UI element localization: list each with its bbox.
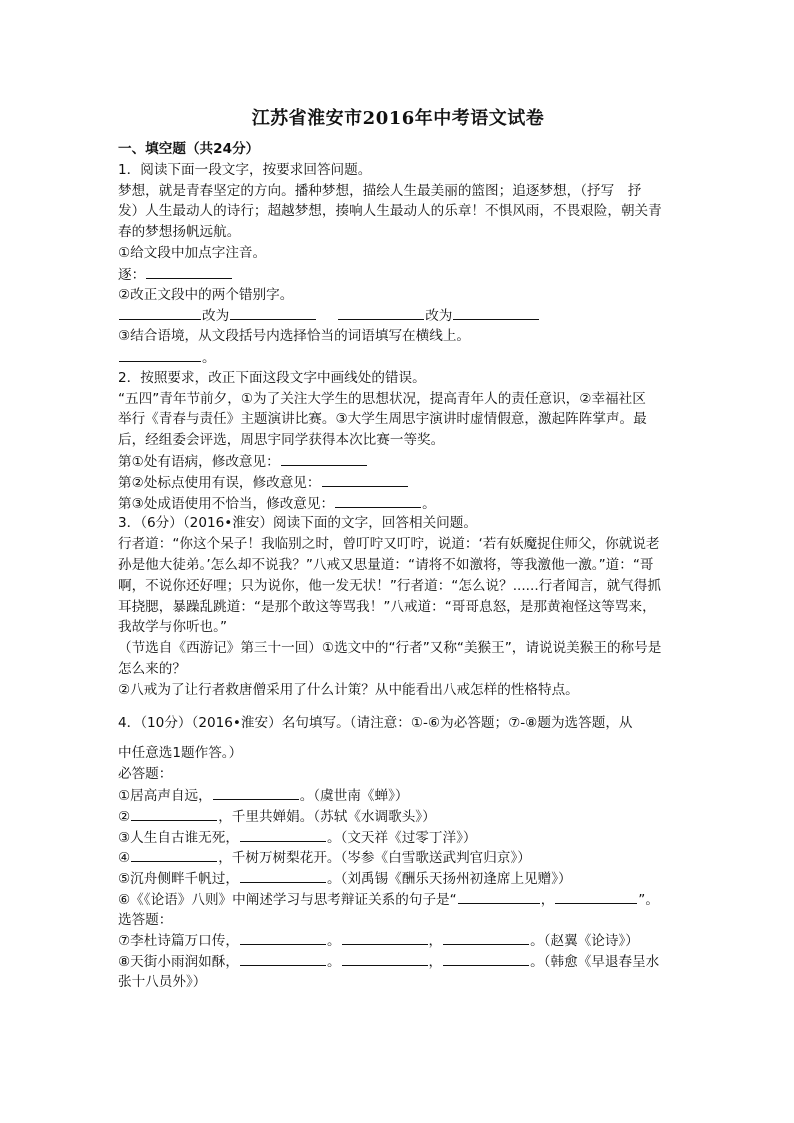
passage-line: 举行《青春与责任》主题演讲比赛。③大学生周思宇演讲时虚情假意，激起阵阵掌声。最 — [118, 411, 647, 428]
fill-row-continued: 张十八员外》） — [118, 974, 207, 991]
sub-question: ②改正文段中的两个错别字。 — [118, 286, 294, 303]
exam-body — [118, 139, 678, 993]
answer-blank[interactable] — [240, 827, 326, 842]
inline-text: ， — [540, 891, 555, 908]
answer-blank[interactable] — [443, 930, 529, 945]
question-1 — [118, 160, 678, 368]
answer-blank[interactable] — [146, 264, 232, 279]
answer-blank[interactable] — [322, 472, 408, 487]
answer-row — [118, 305, 678, 326]
inline-text: ⑥《《论语》八则》中阐述学习与思考辩证关系的句子是“ — [118, 891, 457, 908]
inline-text: 改为 — [425, 308, 453, 325]
inline-text: ② — [118, 808, 131, 825]
inline-text: ⑤沉舟侧畔千帆过， — [118, 871, 239, 888]
inline-text: ，千里共婵娟。（苏轼《水调歌头》） — [218, 808, 436, 825]
source-line: 怎么来的？ — [118, 660, 186, 677]
answer-blank[interactable] — [453, 305, 539, 320]
inline-text: 。 — [202, 349, 216, 366]
inline-text: ③人生自古谁无死， — [118, 829, 239, 846]
answer-row — [118, 347, 678, 368]
inline-text: 第②处标点使用有误，修改意见： — [118, 474, 321, 491]
answer-blank[interactable] — [119, 347, 201, 362]
answer-row — [118, 451, 678, 472]
inline-text: 。（韩愈《早退春呈水 — [530, 954, 660, 971]
fill-row — [118, 827, 678, 848]
answer-blank[interactable] — [342, 951, 428, 966]
inline-text: 第③处成语使用不恰当，修改意见： — [118, 495, 335, 512]
answer-blank[interactable] — [342, 930, 428, 945]
answer-blank[interactable] — [119, 305, 201, 320]
answer-blank[interactable] — [240, 868, 326, 883]
inline-text: ， — [428, 954, 443, 971]
inline-text: ①居高声自远， — [118, 787, 212, 804]
answer-blank[interactable] — [131, 847, 217, 862]
inline-text: ”。 — [638, 891, 659, 908]
fill-row — [118, 847, 678, 868]
answer-row — [118, 493, 678, 514]
passage-line: 耳挠腮，暴躁乱跳道：“是那个敢这等骂我！”八戒道：“哥哥息怒，是那黄袍怪这等骂来， — [118, 598, 656, 615]
question-2 — [118, 368, 678, 514]
answer-blank[interactable] — [240, 951, 326, 966]
answer-blank[interactable] — [555, 889, 637, 904]
answer-blank[interactable] — [240, 930, 326, 945]
answer-blank[interactable] — [335, 493, 421, 508]
question-prompt: 4．（10分）（2016•淮安）名句填写。（请注意：①-⑥为必答题；⑦-⑧题为选答题，从 — [118, 714, 633, 731]
question-prompt: 3．（6分）（2016•淮安）阅读下面的文字，回答相关问题。 — [118, 515, 477, 532]
inline-text: 。 — [326, 954, 341, 971]
inline-text: ⑦李杜诗篇万口传， — [118, 933, 239, 950]
inline-text: 。（赵翼《论诗》） — [530, 933, 639, 950]
answer-blank[interactable] — [338, 305, 424, 320]
inline-text: ⑧天街小雨润如酥， — [118, 954, 239, 971]
required-label: 必答题： — [118, 766, 173, 783]
inline-text: 改为 — [202, 308, 230, 325]
answer-blank[interactable] — [443, 951, 529, 966]
fill-row — [118, 930, 678, 951]
answer-blank[interactable] — [281, 451, 367, 466]
passage-line: 行者道：“你这个呆子！我临别之时，曾叮咛又叮咛，说道：‘若有妖魔捉住师父，你就说老 — [118, 536, 660, 553]
inline-text: 。 — [326, 933, 341, 950]
fill-row — [118, 806, 678, 827]
answer-row — [118, 264, 678, 285]
passage-line: 啊，不说你还好哩；只为说你，他一发无状！”行者道：“怎么说？......行者闻言，就气得抓 — [118, 577, 661, 594]
inline-text: ④ — [118, 850, 131, 867]
section-heading: 一、填空题（共24分） — [118, 141, 260, 157]
question-prompt: 中任意选1题作答。） — [118, 745, 243, 762]
answer-blank[interactable] — [230, 305, 316, 320]
inline-text: 。 — [422, 495, 436, 512]
passage-line: 春的梦想扬帆远航。 — [118, 224, 241, 241]
passage-line: “五四”青年节前夕，①为了关注大学生的思想状况，提高青年人的责任意识，②幸福社区 — [118, 390, 646, 407]
optional-label: 选答题： — [118, 911, 173, 928]
passage-line: 孙是他大徒弟。’怎么却不说我？”八戒又思量道：“请将不如激将，等我激他一激。”道：“哥 — [118, 556, 654, 573]
answer-blank[interactable] — [213, 785, 299, 800]
question-prompt: 2．按照要求，改正下面这段文字中画线处的错误。 — [118, 369, 426, 386]
fill-row — [118, 785, 678, 806]
fill-row — [118, 889, 678, 910]
passage-line: 我故学与你听也。” — [118, 619, 227, 636]
answer-blank[interactable] — [458, 889, 540, 904]
passage-line: 梦想，就是青春坚定的方向。播种梦想，描绘人生最美丽的篮图；追逐梦想，（抒写 抒 — [118, 182, 642, 199]
inline-text: 。（文天祥《过零丁洋》） — [326, 829, 477, 846]
answer-row — [118, 472, 678, 493]
sub-question: ③结合语境，从文段括号内选择恰当的词语填写在横线上。 — [118, 328, 471, 345]
sub-item-label: 逐： — [118, 266, 146, 283]
source-line: （节选自《西游记》第三十一回）①选文中的“行者”又称“美猴王”，请说说美猴王的称号是 — [118, 640, 662, 657]
page-title: 江苏省淮安市2016年中考语文试卷 — [251, 108, 545, 129]
answer-blank[interactable] — [131, 806, 217, 821]
sub-question: ②八戒为了让行者救唐僧采用了什么计策？从中能看出八戒怎样的性格特点。 — [118, 681, 579, 698]
passage-line: 后，经组委会评选，周思宇同学获得本次比赛一等奖。 — [118, 432, 445, 449]
fill-row — [118, 951, 678, 972]
inline-text: 。（刘禹锡《酬乐天扬州初逢席上见赠》） — [326, 871, 572, 888]
question-3 — [118, 513, 678, 700]
inline-text: ， — [428, 933, 443, 950]
fill-row — [118, 868, 678, 889]
sub-question: ①给文段中加点字注音。 — [118, 244, 267, 261]
question-prompt: 1．阅读下面一段文字，按要求回答问题。 — [118, 161, 372, 178]
inline-text: 。（虞世南《蝉》） — [299, 787, 409, 804]
inline-text: 第①处有语病，修改意见： — [118, 453, 280, 470]
passage-line: 发）人生最动人的诗行；超越梦想，揍响人生最动人的乐章！不惧风雨，不畏艰险，朝关青 — [118, 203, 662, 220]
question-4 — [118, 713, 678, 993]
inline-text: ，千树万树梨花开。（岑参《白雪歌送武判官归京》） — [218, 850, 531, 867]
